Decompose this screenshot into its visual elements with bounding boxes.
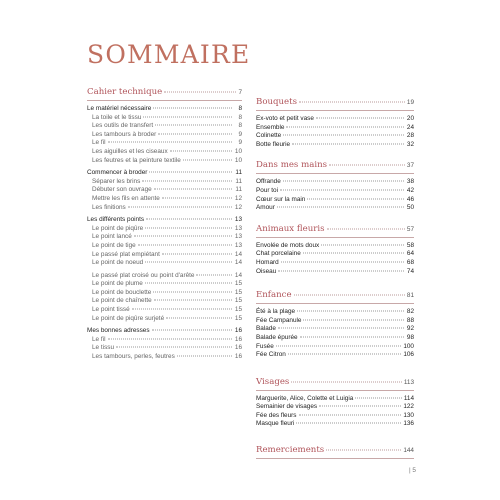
toc-entry-label: Le point de piqûre (92, 224, 144, 232)
dot-leader (153, 108, 232, 109)
dot-leader (164, 92, 236, 93)
section-heading[interactable] (256, 377, 414, 390)
toc-entry[interactable] (87, 344, 242, 353)
dot-leader (278, 270, 404, 271)
toc-page-number: 13 (234, 241, 242, 249)
dot-leader (142, 180, 232, 181)
dot-leader (146, 219, 232, 220)
toc-entry[interactable] (87, 251, 242, 260)
toc-entry-label: Pour toi (256, 186, 279, 194)
toc-entry-label: Fée des fleurs (256, 411, 297, 419)
toc-entry-label: Le point lancé (92, 233, 132, 241)
dot-leader (196, 274, 232, 275)
toc-section (256, 445, 414, 459)
dot-leader (303, 319, 404, 320)
toc-entry[interactable] (256, 308, 414, 317)
toc-page-number: 16 (234, 327, 242, 335)
toc-entry-label: Les finitions (92, 203, 126, 211)
toc-entry[interactable] (87, 178, 242, 187)
toc-page-number: 16 (234, 353, 242, 361)
dot-leader (155, 125, 232, 126)
toc-page-number: 15 (234, 288, 242, 296)
toc-section (256, 97, 414, 149)
toc-entry-label: Le matériel nécessaire (87, 105, 152, 112)
dot-leader (108, 338, 233, 339)
toc-page-number: 16 (234, 335, 242, 343)
toc-entry-label: Le point de bouclette (92, 288, 152, 296)
section-heading-label: Cahier technique (87, 87, 163, 97)
dot-leader (162, 197, 232, 198)
toc-page-number: 10 (234, 156, 242, 164)
toc-page-number: 32 (406, 140, 414, 148)
toc-entry-label: Oiseau (256, 267, 277, 275)
dot-leader (145, 262, 232, 263)
toc-entry-label: Séparer les brins (92, 177, 141, 185)
toc-page-number: 92 (406, 325, 414, 333)
toc-entry-label: Offrande (256, 178, 281, 186)
toc-entry[interactable] (256, 343, 414, 352)
toc-entry-label: Le fil (92, 139, 106, 147)
toc-page-number: 88 (406, 316, 414, 324)
dot-leader (286, 126, 404, 127)
toc-entry-label: Le fil (92, 335, 106, 343)
toc-entry[interactable] (87, 233, 242, 242)
section-rule (87, 100, 242, 101)
toc-entry[interactable] (87, 259, 242, 268)
dot-leader (162, 253, 232, 254)
toc-entry[interactable] (256, 351, 414, 360)
toc-entry-label: Les différents points (87, 216, 145, 224)
toc-page-number: 9 (238, 139, 242, 147)
toc-page-number: 15 (234, 314, 242, 322)
dot-leader (128, 206, 232, 207)
dot-leader (326, 450, 401, 451)
toc-entry[interactable] (87, 272, 242, 281)
dot-leader (288, 354, 401, 355)
toc-entry[interactable] (256, 242, 414, 251)
toc-entry[interactable] (87, 157, 242, 166)
dot-leader (321, 244, 404, 245)
section-heading[interactable] (256, 97, 414, 110)
toc-entry[interactable] (256, 187, 414, 196)
toc-page-number: 98 (406, 333, 414, 341)
dot-leader (277, 207, 404, 208)
section-heading-label: Remerciements (256, 445, 325, 456)
toc-entry-label: Semainier de visages (256, 403, 318, 411)
page-title: SOMMAIRE (87, 40, 251, 69)
dot-leader (138, 244, 232, 245)
toc-entry-label: Balade épurée (256, 333, 298, 341)
dot-leader (132, 309, 232, 310)
toc-page-number: 12 (234, 194, 242, 202)
toc-page-number: 9 (238, 130, 242, 138)
dot-leader (300, 336, 404, 337)
toc-entry-label: Amour (256, 204, 275, 212)
section-rule (256, 390, 414, 391)
dot-leader (276, 345, 402, 346)
toc-entry[interactable] (87, 242, 242, 251)
section-heading[interactable] (87, 87, 242, 100)
toc-entry-label: Commencer à broder (87, 169, 148, 177)
toc-page-number: 24 (406, 123, 414, 131)
toc-page-number: 13 (234, 233, 242, 241)
toc-entry-label: Les feutres et la peinture textile (92, 156, 181, 164)
section-heading-label: Bouquets (256, 97, 298, 107)
dot-leader (281, 261, 404, 262)
toc-page-number: 74 (406, 267, 414, 275)
toc-page-number: 11 (235, 177, 242, 185)
section-page-number: 57 (406, 225, 414, 233)
section-heading[interactable] (256, 445, 414, 458)
section-page-number: 19 (406, 99, 414, 106)
dot-leader (327, 228, 405, 229)
toc-entry-label: Balade (256, 325, 276, 333)
toc-page-number: 20 (406, 115, 414, 122)
toc-entry-label: Le point de tige (92, 241, 136, 249)
dot-leader (296, 423, 401, 424)
toc-entry[interactable] (256, 132, 414, 141)
toc-entry-label: Fusée (256, 342, 274, 350)
toc-entry[interactable] (87, 289, 242, 298)
toc-page-number: 68 (406, 258, 414, 266)
toc-entry-label: Cœur sur la main (256, 195, 306, 203)
toc-subsection[interactable] (87, 216, 242, 225)
section-heading-label: Animaux fleuris (256, 223, 325, 234)
toc-subsection[interactable] (87, 169, 242, 178)
dot-leader (177, 356, 232, 357)
section-rule (256, 458, 414, 459)
toc-entry[interactable] (256, 268, 414, 277)
section-page-number: 144 (403, 447, 414, 455)
toc-page-number: 12 (234, 203, 242, 211)
section-heading-label: Visages (256, 376, 290, 387)
toc-page-number: 82 (406, 308, 414, 316)
toc-page-number: 8 (238, 105, 242, 112)
dot-leader (297, 311, 404, 312)
toc-entry-label: Mes bonnes adresses (87, 327, 150, 335)
toc-entry[interactable] (256, 334, 414, 343)
dot-leader (153, 291, 232, 292)
toc-entry-label: Marguerite, Alice, Colette et Luigia (256, 394, 354, 402)
page-number: | 5 (409, 467, 416, 474)
section-rule (256, 303, 414, 304)
toc-page-number: 114 (403, 394, 414, 402)
section-heading-label: Dans mes mains (256, 160, 328, 171)
dot-leader (183, 159, 232, 160)
dot-leader (145, 283, 232, 284)
toc-group (87, 105, 242, 165)
toc-page-number: 15 (234, 280, 242, 288)
toc-entry-label: Masque fleuri (256, 420, 295, 428)
toc-section (256, 224, 414, 276)
dot-leader (283, 135, 404, 136)
toc-entry[interactable] (256, 403, 414, 412)
toc-entry[interactable] (256, 178, 414, 187)
toc-entry[interactable] (87, 131, 242, 140)
toc-entry[interactable] (256, 204, 414, 213)
dot-leader (152, 330, 232, 331)
toc-page-number: 15 (234, 297, 242, 305)
toc-entry[interactable] (87, 195, 242, 204)
dot-leader (280, 189, 404, 190)
toc-entry-label: Les tambours à broder (92, 130, 157, 138)
toc-right-column (256, 87, 414, 463)
dot-leader (149, 172, 232, 173)
toc-entry[interactable] (256, 196, 414, 205)
toc-entry-label: Fée Citron (256, 351, 286, 359)
dot-leader (307, 198, 404, 199)
dot-leader (278, 328, 404, 329)
toc-entry-label: Ex-voto et petit vase (256, 115, 314, 122)
toc-entry[interactable] (87, 297, 242, 306)
section-heading[interactable] (256, 160, 414, 173)
toc-entry-label: Mettre les fils en attente (92, 194, 160, 202)
toc-page-number: 13 (234, 224, 242, 232)
section-heading[interactable] (256, 290, 414, 303)
toc-page-number: 8 (238, 122, 242, 130)
toc-page-number: 122 (403, 403, 414, 411)
toc-page-number: 15 (234, 306, 242, 314)
toc-entry[interactable] (87, 139, 242, 148)
toc-entry[interactable] (256, 250, 414, 259)
dot-leader (355, 397, 401, 398)
toc-page-number: 8 (238, 113, 242, 121)
toc-page-number: 46 (406, 195, 414, 203)
dot-leader (316, 118, 404, 119)
toc-entry-label: Les outils de transfert (92, 122, 154, 130)
toc-page-number: 136 (403, 420, 414, 428)
toc-group (87, 169, 242, 212)
toc-entry[interactable] (87, 114, 242, 123)
section-heading[interactable] (256, 224, 414, 237)
toc-entry-label: Envolée de mots doux (256, 241, 320, 249)
toc-page-number: 106 (403, 351, 414, 359)
toc-entry[interactable] (87, 148, 242, 157)
toc-entry-label: Botte fleurie (256, 140, 291, 148)
section-rule (256, 173, 414, 174)
toc-section (87, 87, 242, 362)
toc-group (87, 216, 242, 268)
toc-entry-label: La toile et le tissu (92, 113, 142, 121)
toc-page-number: 130 (403, 411, 414, 419)
toc-page-number: 16 (234, 344, 242, 352)
toc-entry[interactable] (87, 122, 242, 131)
toc-page-number: 14 (234, 250, 242, 258)
dot-leader (299, 102, 405, 103)
toc-page-number: 50 (406, 204, 414, 212)
dot-leader (143, 116, 232, 117)
toc-entry-label: Le point de piqûre surjeté (92, 314, 165, 322)
toc-entry-label: Le passé plat empiétant (92, 250, 160, 258)
toc-entry-label: Les aiguilles et les ciseaux (92, 147, 168, 155)
toc-group (87, 272, 242, 324)
toc-entry-label: Colinette (256, 132, 282, 140)
toc-entry[interactable] (256, 115, 414, 124)
dot-leader (145, 227, 232, 228)
toc-page-number: 42 (406, 186, 414, 194)
toc-entry-label: Le point de plume (92, 280, 143, 288)
toc-entry[interactable] (256, 412, 414, 421)
toc-entry[interactable] (256, 395, 414, 404)
toc-entry[interactable] (87, 280, 242, 289)
toc-group (87, 327, 242, 361)
toc-entry[interactable] (256, 325, 414, 334)
dot-leader (154, 189, 232, 190)
toc-page-number: 11 (235, 186, 242, 194)
dot-leader (170, 150, 232, 151)
toc-entry-label: Homard (256, 258, 279, 266)
toc-page-number: 28 (406, 132, 414, 140)
section-page-number: 81 (406, 292, 414, 300)
toc-entry[interactable] (256, 141, 414, 150)
toc-entry-label: Le point de chaînette (92, 297, 152, 305)
toc-entry[interactable] (87, 306, 242, 315)
toc-page-number: 14 (234, 271, 242, 279)
dot-leader (292, 143, 404, 144)
toc-entry-label: Chat porcelaine (256, 250, 301, 258)
toc-entry[interactable] (87, 204, 242, 213)
dot-leader (329, 165, 405, 166)
toc-section (256, 377, 414, 429)
toc-page-number: 13 (234, 216, 242, 224)
toc-page-number: 14 (234, 259, 242, 267)
dot-leader (158, 133, 232, 134)
dot-leader (154, 300, 232, 301)
toc-entry-label: Débuter son ouvrage (92, 186, 152, 194)
toc-page-number: 64 (406, 250, 414, 258)
toc-entry-label: Été à la plage (256, 308, 296, 316)
dot-leader (283, 181, 404, 182)
section-page-number: 7 (238, 89, 242, 96)
dot-leader (319, 406, 401, 407)
toc-entry[interactable] (87, 186, 242, 195)
toc-entry-label: Ensemble (256, 123, 285, 131)
toc-page-number: 10 (234, 147, 242, 155)
toc-section (256, 290, 414, 360)
dot-leader (116, 347, 232, 348)
toc-entry[interactable] (256, 124, 414, 133)
toc-entry[interactable] (87, 336, 242, 345)
dot-leader (303, 253, 404, 254)
toc-section (256, 160, 414, 212)
toc-subsection[interactable] (87, 327, 242, 336)
section-page-number: 37 (406, 162, 414, 170)
toc-entry-label: Les tambours, perles, feutres (92, 353, 175, 361)
toc-entry-label: Le passé plat croisé ou point d'arête (92, 271, 195, 279)
toc-entry-label: Le tissu (92, 344, 115, 352)
toc-entry[interactable] (256, 420, 414, 429)
dot-leader (108, 142, 233, 143)
section-rule (256, 237, 414, 238)
toc-entry-label: Le point tissé (92, 306, 130, 314)
toc-subsection[interactable] (87, 105, 242, 114)
toc-entry-label: Fée Campanule (256, 316, 302, 324)
dot-leader (134, 236, 232, 237)
dot-leader (166, 317, 232, 318)
toc-left-column (87, 87, 242, 366)
section-rule (256, 110, 414, 111)
toc-entry[interactable] (256, 317, 414, 326)
toc-entry[interactable] (87, 353, 242, 362)
dot-leader (294, 295, 405, 296)
toc-entry-label: Le point de noeud (92, 259, 144, 267)
section-heading-label: Enfance (256, 290, 292, 301)
toc-entry[interactable] (256, 259, 414, 268)
section-page-number: 113 (403, 378, 414, 386)
dot-leader (291, 381, 401, 382)
toc-page-number: 58 (406, 241, 414, 249)
dot-leader (299, 414, 402, 415)
toc-entry[interactable] (87, 225, 242, 234)
toc-page-number: 100 (403, 342, 414, 350)
toc-entry[interactable] (87, 315, 242, 324)
toc-page-number: 11 (235, 169, 242, 177)
toc-page-number: 38 (406, 178, 414, 186)
